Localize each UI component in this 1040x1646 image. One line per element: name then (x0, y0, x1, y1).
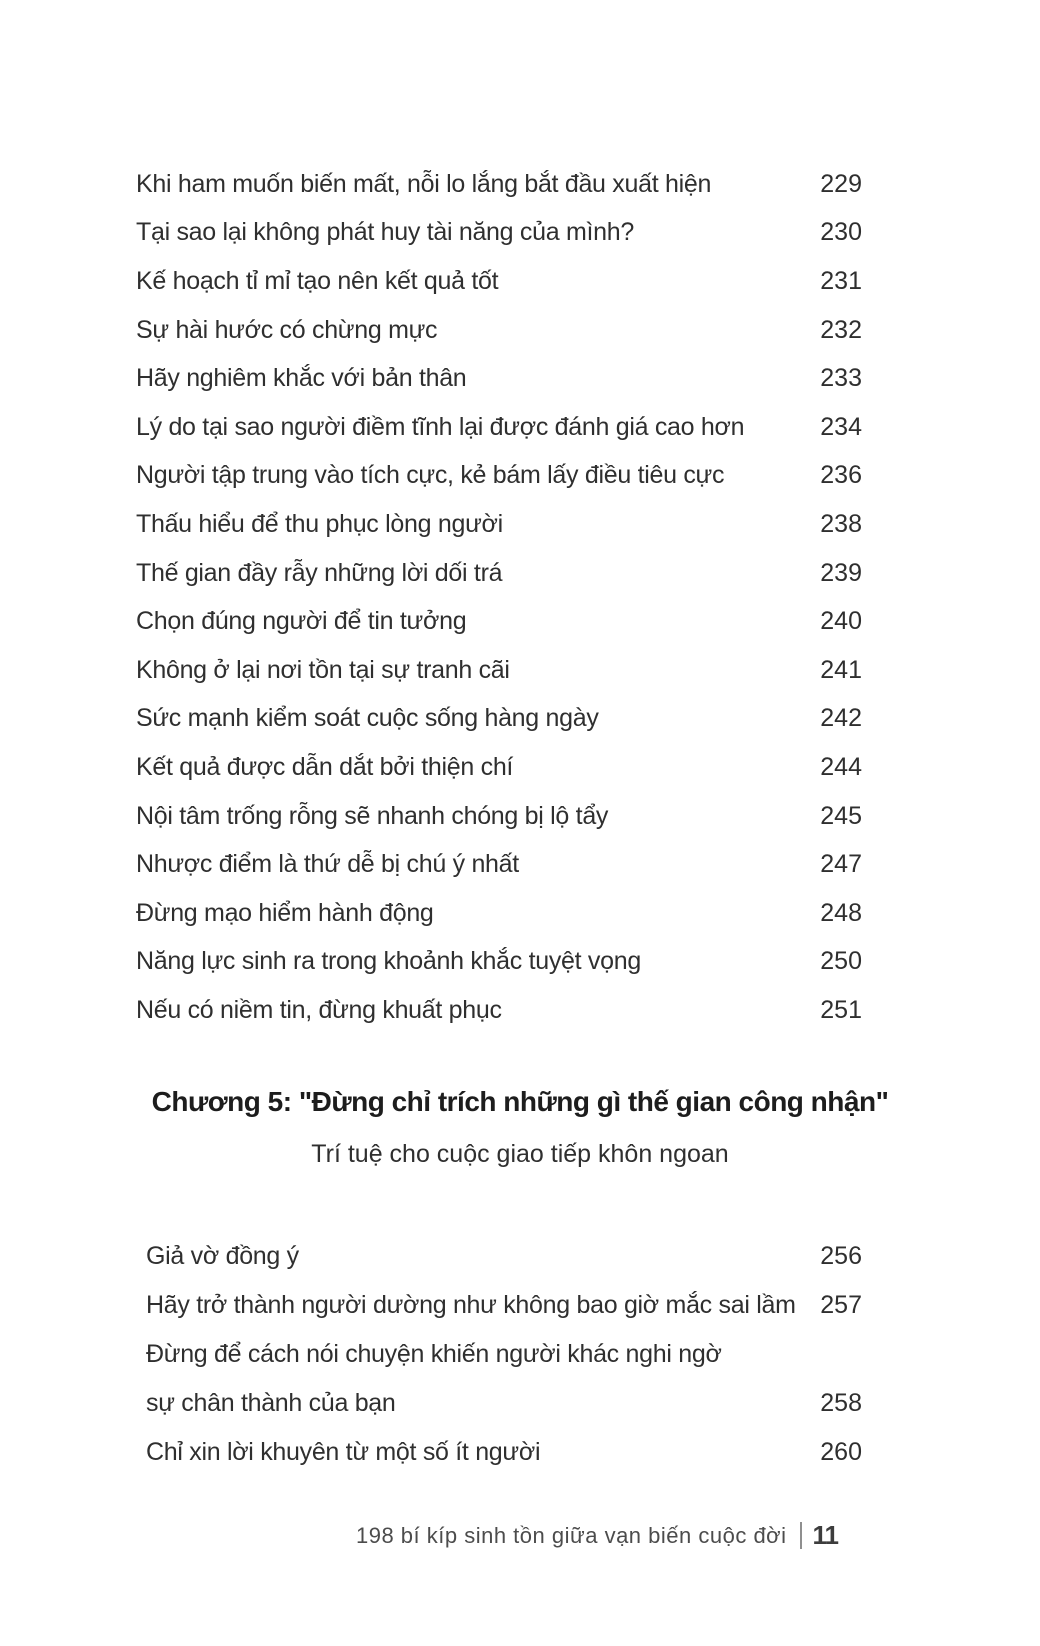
toc-entry-line (136, 403, 862, 452)
toc-entry-line (136, 792, 862, 841)
toc-entry (136, 743, 862, 792)
toc-entry (146, 1232, 862, 1281)
toc-entry-title: Năng lực sinh ra trong khoảnh khắc tuyệt vọng (136, 947, 641, 976)
footer-page-number: 11 (812, 1520, 838, 1550)
toc-entry-page-number: 247 (820, 850, 862, 879)
toc-entry-title: Kết quả được dẫn dắt bởi thiện chí (136, 752, 514, 781)
toc-entry-page-number: 234 (820, 412, 862, 441)
toc-entry (136, 452, 862, 501)
toc-entry-title: Chọn đúng người để tin tưởng (136, 607, 467, 636)
toc-entry-line (136, 549, 862, 598)
toc-entry-line (146, 1232, 862, 1281)
footer-book-title: 198 bí kíp sinh tồn giữa vạn biến cuộc đời (355, 1522, 787, 1548)
toc-entry-title: Sự hài hước có chừng mực (136, 315, 438, 344)
toc-entry-page-number: 238 (820, 509, 862, 538)
toc-entry-page-number: 236 (820, 461, 862, 490)
toc-entry-page-number: 250 (820, 947, 862, 976)
toc-entry-page-number: 232 (820, 315, 862, 344)
toc-entry-title: Người tập trung vào tích cực, kẻ bám lấy điều tiêu cực (136, 461, 725, 490)
toc-entry (136, 549, 862, 598)
toc-entry-title: Không ở lại nơi tồn tại sự tranh cãi (136, 655, 510, 684)
toc-entry (136, 403, 862, 452)
toc-entry (136, 257, 862, 306)
toc-entry-title: Giả vờ đồng ý (146, 1242, 299, 1270)
toc-entry-title: Tại sao lại không phát huy tài năng của mình? (136, 218, 634, 247)
toc-entry-title: Nội tâm trống rỗng sẽ nhanh chóng bị lộ tẩy (136, 801, 609, 830)
toc-entry-line (136, 500, 862, 549)
toc-entry-page-number: 248 (820, 898, 862, 927)
toc-entry-page-number: 256 (820, 1242, 862, 1270)
toc-entry-line (136, 986, 862, 1035)
toc-entry-title: Khi ham muốn biến mất, nỗi lo lắng bắt đầu xuất hiện (136, 169, 712, 198)
toc-section-2 (146, 1232, 862, 1477)
toc-entry-title: Hãy nghiêm khắc với bản thân (136, 364, 467, 393)
toc-entry-line (136, 257, 862, 306)
toc-entry-line (136, 646, 862, 695)
toc-entry-page-number: 251 (820, 995, 862, 1024)
toc-entry (136, 792, 862, 841)
footer (356, 1520, 838, 1551)
toc-entry (136, 840, 862, 889)
toc-entry-line (136, 743, 862, 792)
toc-entry-title: Hãy trở thành người dường như không bao giờ mắc sai lầm (146, 1291, 796, 1319)
toc-entry-line (146, 1379, 862, 1428)
toc-entry (146, 1330, 862, 1428)
toc-entry-title: Sức mạnh kiểm soát cuộc sống hàng ngày (136, 704, 599, 733)
toc-entry-page-number: 233 (820, 364, 862, 393)
toc-entry-page-number: 231 (820, 266, 862, 295)
toc-entry-title: Chỉ xin lời khuyên từ một số ít người (146, 1438, 541, 1466)
toc-entry-page-number: 229 (820, 169, 862, 198)
toc-entry (146, 1281, 862, 1330)
toc-section-1 (136, 160, 862, 1035)
toc-entry-line (136, 209, 862, 258)
toc-entry (136, 500, 862, 549)
toc-entry-page-number: 257 (820, 1291, 862, 1319)
toc-entry-page-number: 230 (820, 218, 862, 247)
toc-entry-page-number: 258 (820, 1389, 862, 1417)
toc-entry (136, 889, 862, 938)
toc-entry-title: Thế gian đầy rẫy những lời dối trá (136, 558, 503, 587)
toc-entry-line (136, 889, 862, 938)
toc-entry (136, 597, 862, 646)
toc-entry-title: Nhược điểm là thứ dễ bị chú ý nhất (136, 850, 519, 879)
toc-entry (136, 160, 862, 209)
toc-entry-line (146, 1428, 862, 1477)
toc-entry (136, 695, 862, 744)
toc-entry-line (136, 840, 862, 889)
toc-entry-line (146, 1281, 862, 1330)
toc-entry-line (136, 695, 862, 744)
toc-entry-title: sự chân thành của bạn (146, 1389, 396, 1417)
toc-entry-title: Kế hoạch tỉ mỉ tạo nên kết quả tốt (136, 266, 499, 295)
toc-entry-page-number: 239 (820, 558, 862, 587)
chapter-title: Chương 5: "Đừng chỉ trích những gì thế gian công nhận" (151, 1086, 889, 1117)
toc-entry-page-number: 240 (820, 607, 862, 636)
toc-entry-line (136, 354, 862, 403)
toc-entry-title: Lý do tại sao người điềm tĩnh lại được đánh giá cao hơn (136, 412, 745, 441)
toc-entry (136, 306, 862, 355)
footer-divider (800, 1522, 802, 1549)
chapter-heading (0, 1085, 1040, 1169)
toc-entry (136, 646, 862, 695)
toc-entry-title: Đừng mạo hiểm hành động (136, 898, 434, 927)
toc-entry (146, 1428, 862, 1477)
toc-entry-line (136, 452, 862, 501)
toc-entry-line (136, 938, 862, 987)
toc-entry-title: Thấu hiểu để thu phục lòng người (136, 509, 503, 538)
toc-entry-line (136, 597, 862, 646)
toc-entry-title: Đừng để cách nói chuyện khiến người khác nghi ngờ (146, 1340, 722, 1368)
toc-entry-page-number: 245 (820, 801, 862, 830)
toc-entry-line (146, 1330, 862, 1379)
toc-entry-line (136, 160, 862, 209)
toc-entry-page-number: 241 (820, 655, 862, 684)
toc-entry-page-number: 260 (820, 1438, 862, 1466)
toc-entry (136, 209, 862, 258)
toc-entry-page-number: 242 (820, 704, 862, 733)
toc-entry-title: Nếu có niềm tin, đừng khuất phục (136, 995, 502, 1024)
toc-entry-page-number: 244 (820, 752, 862, 781)
toc-entry-line (136, 306, 862, 355)
toc-entry (136, 986, 862, 1035)
toc-entry (136, 354, 862, 403)
chapter-subtitle: Trí tuệ cho cuộc giao tiếp khôn ngoan (311, 1140, 729, 1168)
toc-entry (136, 938, 862, 987)
